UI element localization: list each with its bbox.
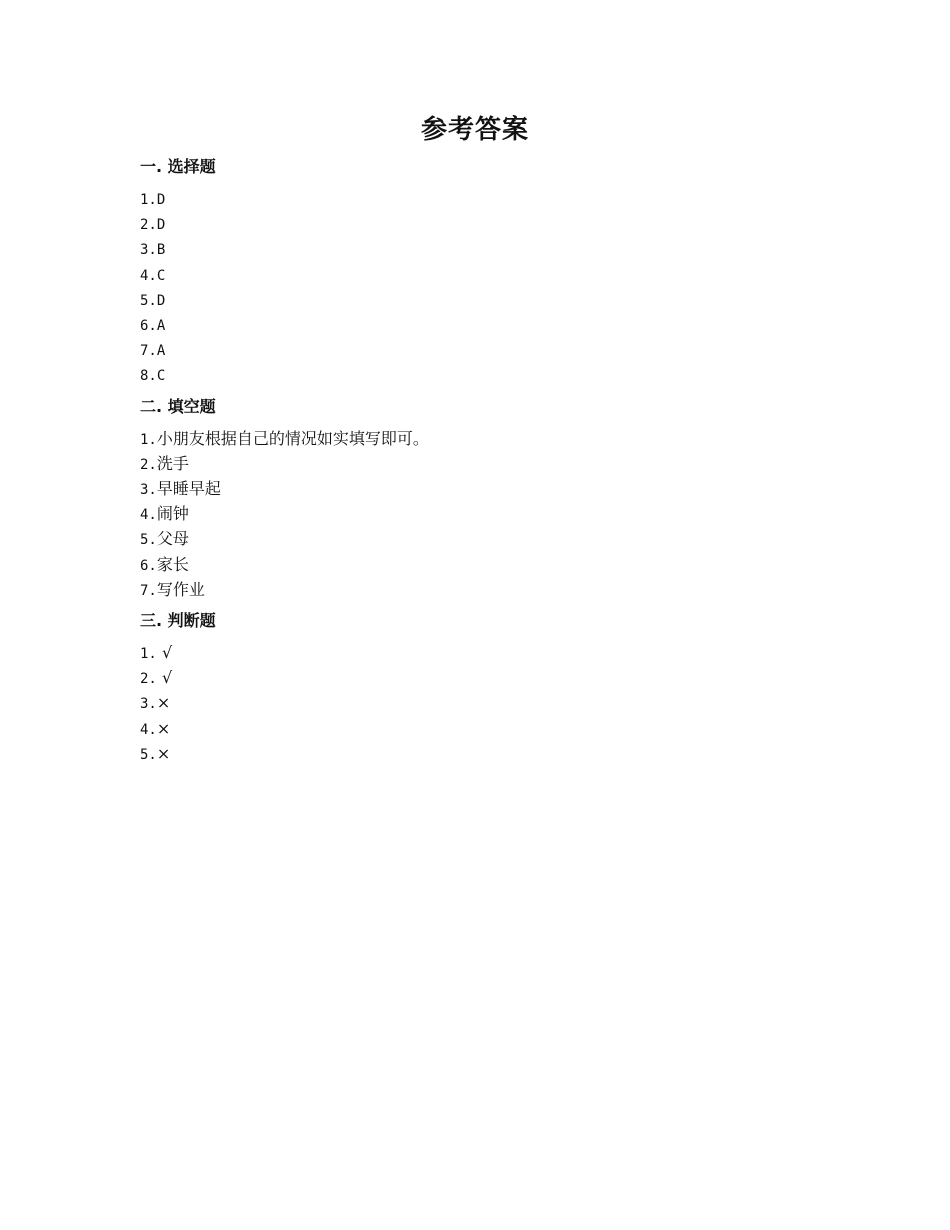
item-answer: 家长 bbox=[156, 554, 189, 574]
answer-item bbox=[140, 502, 820, 527]
item-number: 4. bbox=[140, 267, 157, 284]
item-number: 5. bbox=[140, 746, 157, 763]
item-answer: 闹钟 bbox=[156, 504, 189, 524]
answer-item bbox=[140, 717, 820, 742]
answer-content bbox=[140, 155, 820, 773]
item-answer: × bbox=[156, 693, 171, 713]
answer-item bbox=[140, 553, 820, 578]
answer-item bbox=[140, 666, 820, 691]
answer-item bbox=[140, 338, 820, 363]
item-number: 4. bbox=[140, 507, 157, 524]
item-number: 7. bbox=[140, 343, 157, 360]
item-number: 5. bbox=[140, 292, 157, 309]
item-number: 3. bbox=[140, 696, 157, 713]
item-answer: × bbox=[156, 718, 171, 738]
answer-list bbox=[140, 427, 820, 603]
item-answer: D bbox=[156, 217, 166, 234]
item-number: 6. bbox=[140, 557, 157, 574]
section-multiple-choice bbox=[140, 155, 820, 389]
answer-item bbox=[140, 187, 820, 212]
answer-item bbox=[140, 691, 820, 716]
section-heading: 一. 选择题 bbox=[140, 157, 216, 176]
answer-item bbox=[140, 427, 820, 452]
item-number: 2. bbox=[140, 456, 157, 473]
item-answer: D bbox=[156, 192, 166, 208]
item-answer: 小朋友根据自己的情况如实填写即可。 bbox=[156, 428, 429, 448]
answer-list bbox=[140, 187, 820, 389]
section-true-false bbox=[140, 609, 820, 767]
answer-item bbox=[140, 313, 820, 338]
answer-item bbox=[140, 263, 820, 288]
answer-item bbox=[140, 212, 820, 237]
item-answer: √ bbox=[156, 668, 173, 688]
item-answer: B bbox=[156, 242, 166, 259]
item-number: 5. bbox=[140, 532, 157, 549]
answer-item bbox=[140, 237, 820, 262]
answer-item bbox=[140, 578, 820, 603]
item-answer: C bbox=[156, 267, 166, 284]
item-answer: C bbox=[156, 368, 166, 385]
item-number: 6. bbox=[140, 318, 157, 335]
answer-item bbox=[140, 452, 820, 477]
item-answer: √ bbox=[156, 643, 173, 663]
item-number: 1. bbox=[140, 431, 157, 448]
answer-item bbox=[140, 742, 820, 767]
answer-item bbox=[140, 527, 820, 552]
item-answer: A bbox=[156, 318, 166, 335]
item-answer: A bbox=[156, 343, 166, 360]
answer-list bbox=[140, 641, 820, 767]
page-title: 参考答案 bbox=[420, 115, 529, 145]
answer-item bbox=[140, 288, 820, 313]
item-answer: 早睡早起 bbox=[156, 479, 221, 499]
item-answer: 洗手 bbox=[156, 453, 189, 473]
section-heading: 三. 判断题 bbox=[140, 611, 216, 631]
item-number: 8. bbox=[140, 368, 157, 385]
item-number: 1. bbox=[140, 646, 157, 663]
section-fill-in-blank bbox=[140, 395, 820, 603]
section-heading: 二. 填空题 bbox=[140, 396, 216, 416]
answer-item bbox=[140, 363, 820, 388]
answer-item bbox=[140, 477, 820, 502]
item-number: 1. bbox=[140, 192, 157, 208]
item-number: 2. bbox=[140, 217, 157, 234]
item-number: 3. bbox=[140, 242, 157, 259]
item-answer: × bbox=[156, 743, 171, 763]
item-number: 4. bbox=[140, 721, 157, 738]
answer-item bbox=[140, 641, 820, 666]
item-number: 3. bbox=[140, 482, 157, 499]
item-number: 7. bbox=[140, 582, 157, 599]
item-answer: 写作业 bbox=[156, 579, 205, 599]
item-answer: D bbox=[156, 292, 166, 309]
item-number: 2. bbox=[140, 671, 157, 688]
item-answer: 父母 bbox=[156, 529, 189, 549]
